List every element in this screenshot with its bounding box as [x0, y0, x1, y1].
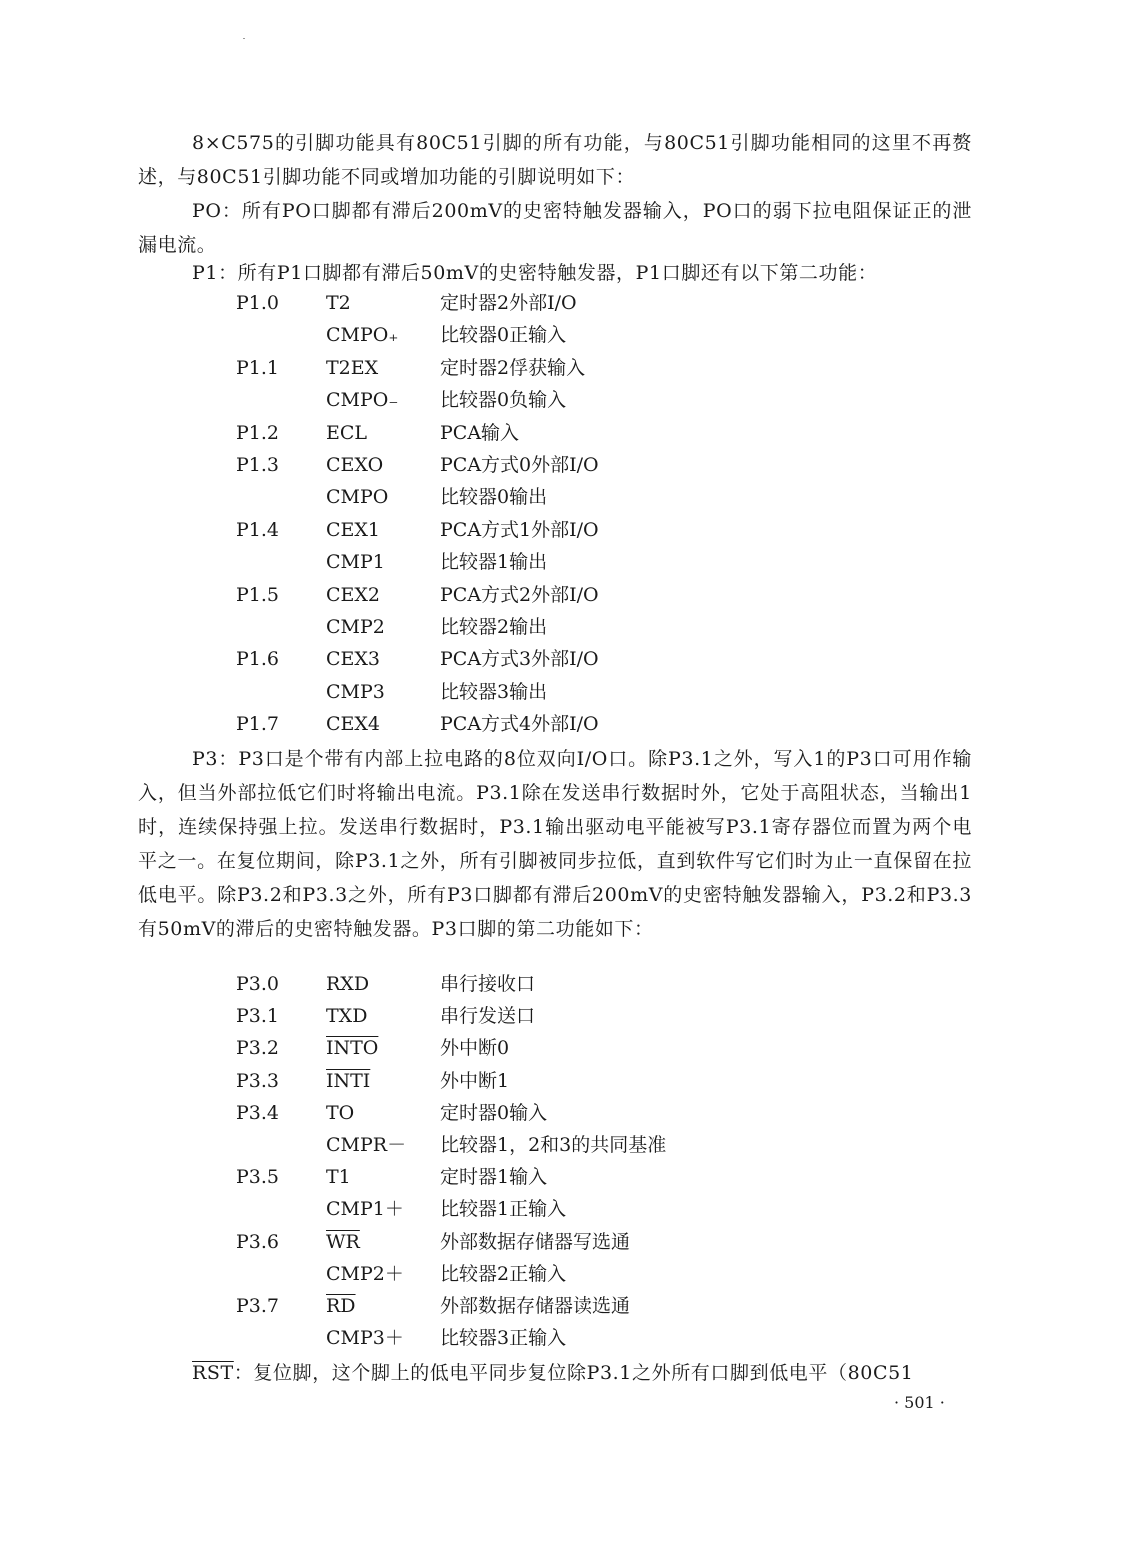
function-cell: CMPO	[326, 486, 389, 509]
pin-cell: P3.0	[236, 973, 280, 995]
description-cell: 比较器0负输入	[440, 389, 567, 412]
function-cell: CMPO₊	[326, 324, 399, 347]
description-cell: PCA方式0外部I/O	[440, 454, 599, 476]
pin-cell: P1.4	[236, 518, 280, 541]
function-cell: T2	[326, 292, 351, 314]
description-cell: 比较器3正输入	[440, 1327, 567, 1350]
scan-mark	[243, 38, 245, 39]
function-cell: TXD	[326, 1005, 368, 1028]
pin-cell: P1.2	[236, 421, 280, 444]
description-cell: PCA方式3外部I/O	[440, 648, 599, 671]
description-cell: 比较器0正输入	[440, 324, 567, 347]
function-cell: CEX4	[326, 713, 381, 736]
function-cell: CMPO₋	[326, 389, 399, 412]
pin-cell: P1.0	[236, 292, 280, 314]
table-row	[0, 352, 1122, 384]
function-cell: INTO	[326, 1037, 379, 1060]
page-number: · 501 ·	[894, 1393, 945, 1412]
function-cell: $\overline{RD}$	[326, 1295, 356, 1317]
table-row	[0, 287, 1122, 319]
description-cell: 定时器2外部I/O	[440, 292, 577, 314]
p1-intro-paragraph: P1：所有P1口脚都有滞后50mV的史密特触发器，P1口脚还有以下第二功能：	[192, 262, 878, 284]
description-cell: 比较器1输出	[440, 551, 548, 574]
description-cell: 比较器2输出	[440, 616, 548, 638]
description-cell: 串行接收口	[440, 973, 536, 995]
function-cell: RXD	[326, 973, 370, 995]
pin-cell: P3.2	[236, 1037, 280, 1060]
pin-cell: P1.6	[236, 648, 280, 671]
table-row	[0, 1129, 1122, 1161]
function-cell: CMP2	[326, 616, 385, 638]
pin-cell: P3.1	[236, 1005, 280, 1028]
intro-paragraph: 8×C575的引脚功能具有80C51引脚的所有功能，与80C51引脚功能相同的这里不再赘述，与80C51引脚功能不同或增加功能的引脚说明如下：	[138, 132, 972, 188]
description-cell: 比较器0输出	[440, 486, 548, 509]
description-cell: 外中断0	[440, 1037, 510, 1060]
description-cell: 比较器1，2和3的共同基准	[440, 1134, 667, 1156]
pin-cell: P1.7	[236, 713, 280, 736]
function-cell: CEX1	[326, 518, 381, 541]
function-cell: $\overline{WR}$	[326, 1230, 360, 1253]
pin-cell: P1.3	[236, 454, 280, 476]
description-cell: PCA方式2外部I/O	[440, 583, 599, 606]
function-cell: CMP1	[326, 551, 385, 574]
description-cell: 外中断1	[440, 1069, 510, 1092]
function-cell: TO	[326, 1101, 355, 1124]
function-cell: CMP3＋	[326, 1327, 404, 1350]
description-cell: 外部数据存储器读选通	[440, 1295, 631, 1317]
description-cell: 比较器2正输入	[440, 1262, 567, 1285]
table-row	[0, 319, 1122, 351]
table-row	[0, 643, 1122, 675]
table-row	[0, 1290, 1122, 1322]
pin-cell: P3.6	[236, 1230, 280, 1253]
description-cell: 串行发送口	[440, 1005, 536, 1028]
table-row	[0, 384, 1122, 416]
table-row	[0, 417, 1122, 449]
table-row	[0, 546, 1122, 578]
table-row	[0, 1097, 1122, 1129]
table-row	[0, 1258, 1122, 1290]
pin-cell: P3.3	[236, 1069, 280, 1092]
description-cell: 定时器1输入	[440, 1166, 548, 1189]
function-cell: T1	[326, 1166, 351, 1189]
pin-cell: P3.7	[236, 1295, 280, 1317]
table-row	[0, 449, 1122, 481]
function-cell: CMP1＋	[326, 1198, 404, 1221]
table-row	[0, 481, 1122, 513]
pin-cell: P1.1	[236, 356, 280, 379]
table-row	[0, 1000, 1122, 1032]
description-cell: 定时器2俘获输入	[440, 356, 586, 379]
description-cell: 定时器0输入	[440, 1101, 548, 1124]
p0-paragraph: PO：所有PO口脚都有滞后200mV的史密特触发器输入，PO口的弱下拉电阻保证正的泄漏电流。	[138, 200, 972, 256]
pin-cell: P3.4	[236, 1101, 280, 1124]
table-row	[0, 708, 1122, 740]
description-cell: PCA方式1外部I/O	[440, 518, 599, 541]
table-row	[0, 1193, 1122, 1225]
rst-label: $\overline{RST}$	[192, 1362, 234, 1384]
table-row	[0, 579, 1122, 611]
rst-text: ：复位脚，这个脚上的低电平同步复位除P3.1之外所有口脚到低电平（80C51	[233, 1362, 914, 1384]
description-cell: PCA方式4外部I/O	[440, 713, 599, 736]
description-cell: 比较器3输出	[440, 680, 548, 703]
function-cell: ECL	[326, 421, 368, 444]
function-cell: T2EX	[326, 356, 379, 379]
p3-paragraph: P3：P3口是个带有内部上拉电路的8位双向I/O口。除P3.1之外，写入1的P3口可用作输入，但当外部拉低它们时将输出电流。P3.1除在发送串行数据时外，它处于高阻状态，当输出1时，连续保持强上拉。发送串行数据时，P3.1输出驱动电平能被写P3.1寄存器位而置为两个电平之一。在复位期间，除P3.1之外，所有引脚被同步拉低，直到软件写它们时为止一直保留在拉低电平。除P3.2和P3.3之外，所有P3口脚都有滞后200mV的史密特触发器输入，P3.2和P3.3有50mV的滞后的史密特触发器。P3口脚的第二功能如下：	[138, 748, 972, 940]
table-row	[0, 676, 1122, 708]
function-cell: INTI	[326, 1069, 371, 1092]
description-cell: PCA输入	[440, 421, 520, 444]
function-cell: CEX3	[326, 648, 381, 671]
function-cell: CEX2	[326, 583, 381, 606]
table-row	[0, 1065, 1122, 1097]
table-row	[0, 1032, 1122, 1064]
table-row	[0, 514, 1122, 546]
description-cell: 比较器1正输入	[440, 1198, 567, 1221]
function-cell: CMP2＋	[326, 1262, 404, 1285]
table-row	[0, 968, 1122, 1000]
table-row	[0, 611, 1122, 643]
rst-paragraph	[138, 1356, 972, 1390]
pin-cell: P3.5	[236, 1166, 280, 1189]
table-row	[0, 1226, 1122, 1258]
description-cell: 外部数据存储器写选通	[440, 1230, 631, 1253]
table-row	[0, 1161, 1122, 1193]
function-cell: CMPR－	[326, 1134, 407, 1156]
function-cell: CMP3	[326, 680, 385, 703]
pin-cell: P1.5	[236, 583, 280, 606]
table-row	[0, 1322, 1122, 1354]
function-cell: CEXO	[326, 454, 384, 476]
